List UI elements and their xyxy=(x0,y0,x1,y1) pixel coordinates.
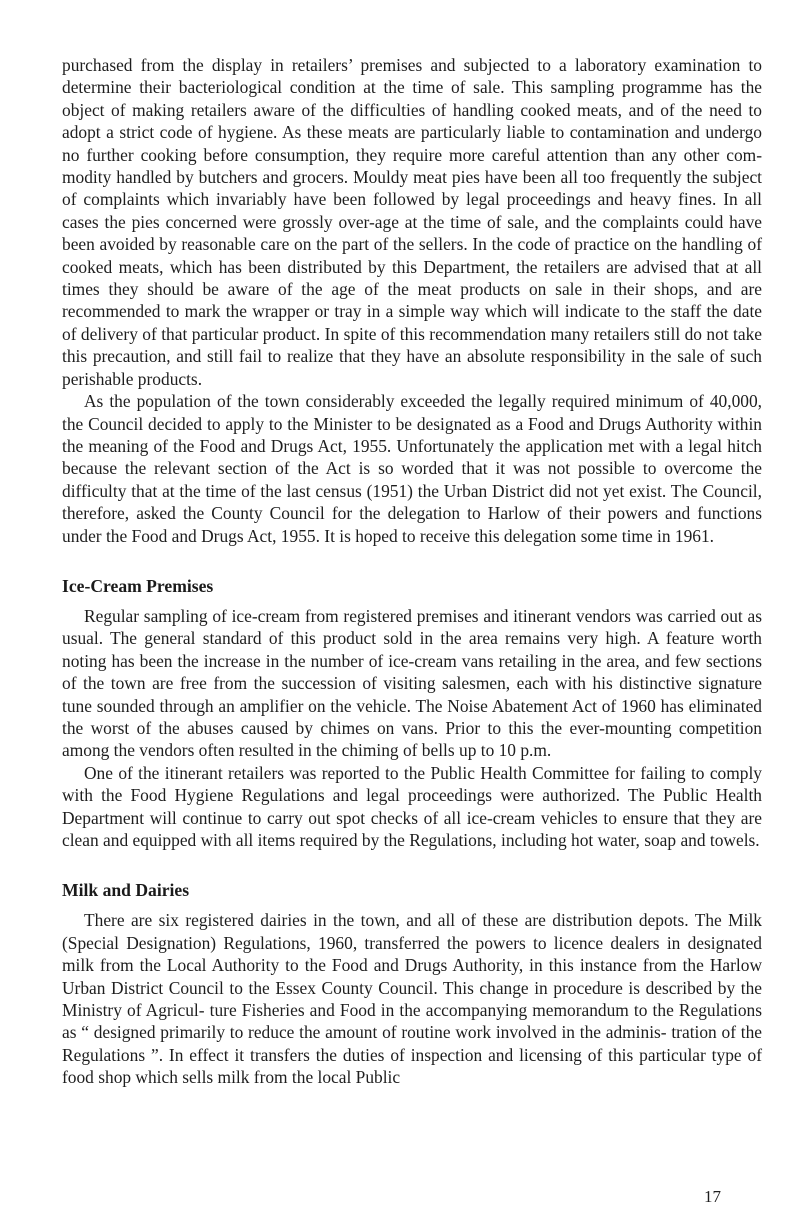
paragraph-food-drugs-authority: As the population of the town considerably exceeded the legally required minimum of 40,000, the Council decided to apply to the Minister to be designated as a Food and Drugs Authority within the meaning of the Food and Drugs Act, 1955. Unfortunately the application met with a legal hitch because the relevant section of the Act is so worded that it was not possible to overcome the difficulty that at the time of the last census (1951) the Urban District did not yet exist. The Council, therefore, asked the County Council for the delegation to Harlow of their powers and functions under the Food and Drugs Act, 1955. It is hoped to receive this delegation some time in 1961. xyxy=(62,391,762,546)
page-number: 17 xyxy=(704,1187,721,1206)
heading-milk-and-dairies: Milk and Dairies xyxy=(62,880,190,901)
paragraph-meat-sampling: purchased from the display in retailers’ premises and subjected to a laboratory examination to determine their bacteriological condition at the time of sale. This sampling programme has the object of making retailers aware of the difficulties of handling cooked meats, and of the need to adopt a strict code of hygiene. As these meats are particularly liable to contamination and undergo no further cooking before consumption, they require more careful attention than any other com- modity handled by butchers and grocers. Mouldy meat pies have been all too frequently the subject of complaints which invariably have been followed by legal proceedings and heavy fines. In all cases the pies concerned were grossly over-age at the time of sale, and the complaints could have been avoided by reasonable care on the part of the sellers. In the code of practice on the handling of cooked meats, which has been distributed by this Department, the retailers are advised that at all times they should be aware of the age of the meat products on sale in their shops, and are recommended to mark the wrapper or tray in a simple way which will indicate to the staff the date of delivery of that particular product. In spite of this recommendation many retailers still do not take this precaution, and still fail to realize that they have an absolute responsibility in the sale of such perishable products. xyxy=(62,55,762,389)
paragraph-itinerant-retailer: One of the itinerant retailers was reported to the Public Health Committee for failing to comply with the Food Hygiene Regulations and legal proceedings were authorized. The Public Health Department will continue to carry out spot checks of all ice-cream vehicles to ensure that they are clean and equipped with all items required by the Regulations, including hot water, soap and towels. xyxy=(62,762,762,850)
document-page xyxy=(62,54,762,1089)
paragraph-ice-cream-sampling: Regular sampling of ice-cream from registered premises and itinerant vendors was carried out as usual. The general standard of this product sold in the area remains very high. A feature worth noting has been the increase in the number of ice-cream vans retailing in the area, and few sections of the town are free from the succession of visiting salesmen, each with his distinctive signature tune sounded through an amplifier on the vehicle. The Noise Abatement Act of 1960 has eliminated the worst of the abuses caused by chimes on vans. Prior to this the ever-mounting competition among the vendors often resulted in the chiming of bells up to 10 p.m. xyxy=(62,605,762,761)
heading-ice-cream-premises: Ice-Cream Premises xyxy=(62,575,214,596)
paragraph-registered-dairies: There are six registered dairies in the town, and all of these are distribution depots. The Milk (Special Designation) Regulations, 1960, transferred the powers to licence dealers in designated milk from the Local Authority to the Food and Drugs Authority, in this instance from the Harlow Urban District Council to the Essex County Council. This change in procedure is described by the Ministry of Agricul- ture Fisheries and Food in the accompanying memorandum to the Regulations as “ designed primarily to reduce the amount of routine work involved in the adminis- tration of the Regulations ”. In effect it transfers the duties of inspection and licensing of this particular type of food shop which sells milk from the local Public xyxy=(62,910,762,1088)
